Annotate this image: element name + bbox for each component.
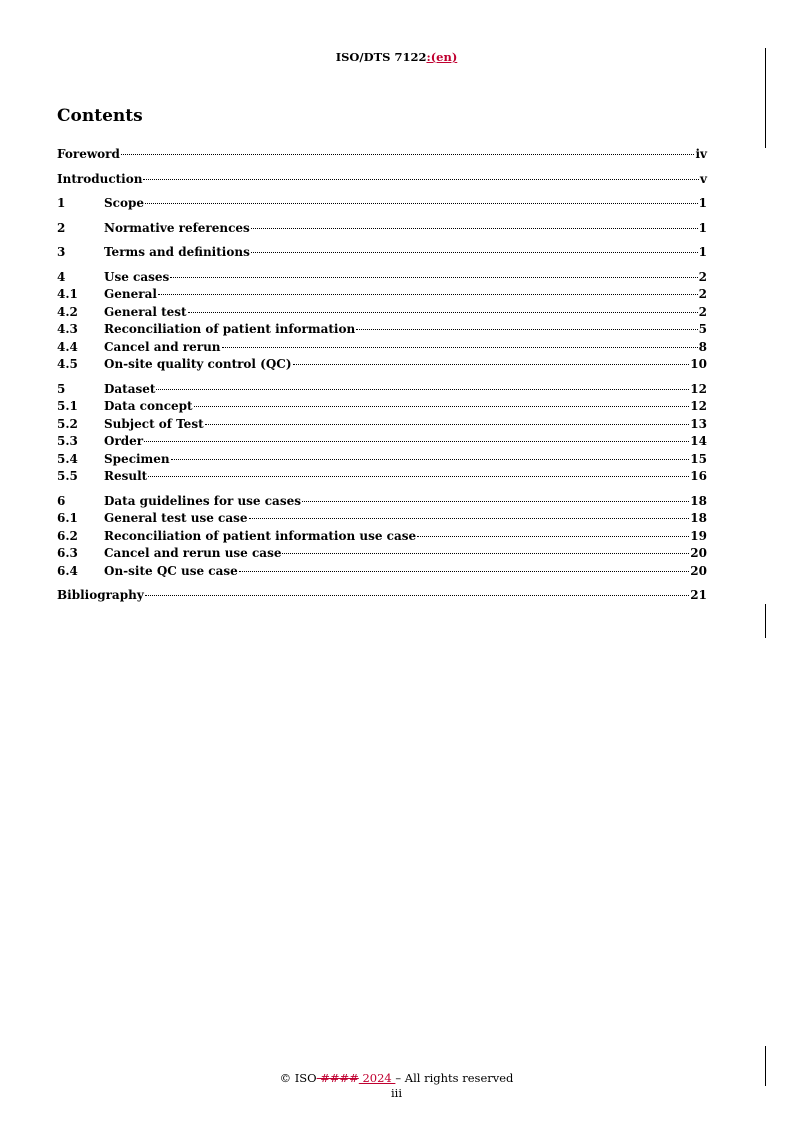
toc-entry-page: 1 [698, 245, 707, 259]
toc-entry-number: 6.4 [57, 563, 78, 578]
toc-entry-page: 2 [698, 269, 707, 284]
toc-group [57, 220, 707, 238]
dot-leader [145, 595, 690, 596]
toc-entry-title: Use cases [104, 269, 170, 284]
toc-entry-title: Normative references [104, 220, 250, 235]
toc-entry-number: 5.2 [57, 416, 78, 431]
toc-entry-page: 1 [698, 196, 707, 210]
toc-entry[interactable] [57, 269, 707, 287]
toc-entry-number: 5.4 [57, 451, 78, 466]
toc-entry[interactable] [57, 416, 707, 434]
toc-entry-number: 2 [57, 220, 66, 235]
toc-group [57, 493, 707, 581]
toc-entry-page: 20 [690, 546, 707, 560]
toc-entry-title: On-site quality control (QC) [104, 357, 292, 371]
toc-entry[interactable] [57, 304, 707, 322]
copyright-prefix: © ISO [279, 1071, 317, 1085]
toc-group [57, 171, 707, 189]
toc-group [57, 381, 707, 486]
page-number: iii [390, 1086, 403, 1100]
dot-leader [282, 553, 689, 554]
toc-entry-page: 21 [690, 588, 707, 602]
toc-entry-title: Specimen [104, 451, 170, 466]
inserted-year: 2024 [358, 1071, 396, 1085]
dot-leader [239, 571, 690, 572]
toc-entry[interactable] [57, 286, 707, 304]
toc-entry-page: 12 [690, 399, 707, 413]
toc-entry-page: 18 [690, 511, 707, 525]
toc-entry[interactable] [57, 321, 707, 339]
toc-entry[interactable] [57, 220, 707, 238]
toc-entry[interactable] [57, 545, 707, 563]
toc-entry-title: General [104, 287, 157, 301]
toc-entry-number: 5.5 [57, 469, 78, 483]
dot-leader [222, 347, 698, 348]
toc-entry-title: General test use case [104, 511, 248, 525]
toc-entry-page: 16 [690, 469, 707, 483]
toc-entry[interactable] [57, 468, 707, 486]
dot-leader [251, 228, 698, 229]
toc-entry[interactable] [57, 451, 707, 469]
dot-leader [144, 441, 689, 442]
toc-entry[interactable] [57, 195, 707, 213]
toc-entry-page: 13 [690, 416, 707, 431]
toc-entry-title: Order [104, 434, 144, 448]
toc-entry-number: 4.4 [57, 339, 78, 354]
toc-entry-page: 18 [690, 493, 707, 508]
document-header [0, 50, 793, 64]
dot-leader [121, 154, 695, 155]
toc-entry-number: 3 [57, 245, 66, 259]
toc-entry-number: 4.5 [57, 357, 78, 371]
dot-leader [249, 518, 690, 519]
toc-entry[interactable] [57, 356, 707, 374]
toc-entry-title: Dataset [104, 381, 156, 396]
toc-entry-page: iv [695, 147, 707, 161]
toc-entry-number: 1 [57, 196, 66, 210]
toc-group [57, 587, 707, 605]
toc-entry-number: 6.3 [57, 546, 78, 560]
toc-entry-page: 12 [690, 381, 707, 396]
document-id: ISO/DTS 7122 [335, 50, 427, 64]
dot-leader [156, 389, 689, 390]
toc-entry-title: Cancel and rerun use case [104, 546, 282, 560]
toc-entry[interactable] [57, 339, 707, 357]
toc-entry-title: Terms and definitions [104, 245, 250, 259]
toc-entry-page: 20 [690, 563, 707, 578]
toc-entry-page: 2 [698, 287, 707, 301]
toc-entry-title: Scope [104, 196, 145, 210]
dot-leader [194, 406, 690, 407]
toc-entry-number: 4 [57, 269, 66, 284]
change-bar [765, 48, 766, 148]
dot-leader [356, 329, 697, 330]
change-bar [765, 604, 766, 638]
toc-entry-title: Subject of Test [104, 416, 204, 431]
copyright-suffix: – All rights reserved [395, 1071, 514, 1085]
toc-entry[interactable] [57, 433, 707, 451]
toc-group [57, 269, 707, 374]
toc-entry[interactable] [57, 587, 707, 605]
toc-entry-number: 6 [57, 493, 66, 508]
toc-entry[interactable] [57, 381, 707, 399]
toc-entry-number: 4.3 [57, 322, 78, 336]
dot-leader [188, 312, 698, 313]
toc-entry-page: 10 [690, 357, 707, 371]
toc-group [57, 146, 707, 164]
toc-entry-page: 1 [698, 220, 707, 235]
toc-entry-number: 4.1 [57, 287, 78, 301]
toc-entry-title: Bibliography [57, 588, 144, 602]
toc-entry-page: 2 [698, 304, 707, 319]
toc-entry-title: Cancel and rerun [104, 339, 221, 354]
toc-entry-page: 5 [698, 322, 707, 336]
dot-leader [302, 501, 689, 502]
toc-entry-page: 19 [690, 528, 707, 543]
toc-group [57, 244, 707, 262]
dot-leader [251, 252, 698, 253]
toc-entry-title: Reconciliation of patient information [104, 322, 356, 336]
toc-entry-title: Foreword [57, 147, 120, 161]
toc-entry-title: On-site QC use case [104, 563, 238, 578]
copyright-line [0, 1071, 793, 1086]
dot-leader [171, 459, 690, 460]
dot-leader [145, 203, 698, 204]
toc-entry-title: Result [104, 469, 148, 483]
inserted-language-code: :(en) [426, 50, 458, 64]
toc-entry-number: 5 [57, 381, 66, 396]
dot-leader [158, 294, 698, 295]
dot-leader [293, 364, 690, 365]
toc-entry-number: 6.1 [57, 511, 78, 525]
toc-entry-page: 14 [690, 434, 707, 448]
toc-entry-page: 8 [698, 339, 707, 354]
page-title: Contents [57, 106, 143, 126]
toc-entry-number: 5.1 [57, 399, 78, 413]
dot-leader [143, 179, 699, 180]
toc-entry[interactable] [57, 563, 707, 581]
dot-leader [205, 424, 690, 425]
page-footer [0, 1071, 793, 1101]
toc-entry-number: 6.2 [57, 528, 78, 543]
dot-leader [170, 277, 697, 278]
toc-entry[interactable] [57, 510, 707, 528]
toc-entry[interactable] [57, 528, 707, 546]
toc-entry-title: Data guidelines for use cases [104, 493, 301, 508]
dot-leader [148, 476, 689, 477]
toc-entry-title: Reconciliation of patient information use case [104, 528, 417, 543]
toc-entry-number: 5.3 [57, 434, 78, 448]
toc-entry-title: General test [104, 304, 187, 319]
toc-entry[interactable] [57, 398, 707, 416]
toc-group [57, 195, 707, 213]
table-of-contents [57, 146, 707, 612]
toc-entry-page: v [700, 171, 707, 186]
toc-entry[interactable] [57, 244, 707, 262]
toc-entry-title: Introduction [57, 171, 143, 186]
toc-entry[interactable] [57, 146, 707, 164]
toc-entry-page: 15 [690, 451, 707, 466]
deleted-year-placeholder: #### [316, 1071, 359, 1085]
dot-leader [417, 536, 689, 537]
toc-entry[interactable] [57, 171, 707, 189]
toc-entry-number: 4.2 [57, 304, 78, 319]
toc-entry[interactable] [57, 493, 707, 511]
toc-entry-title: Data concept [104, 399, 193, 413]
